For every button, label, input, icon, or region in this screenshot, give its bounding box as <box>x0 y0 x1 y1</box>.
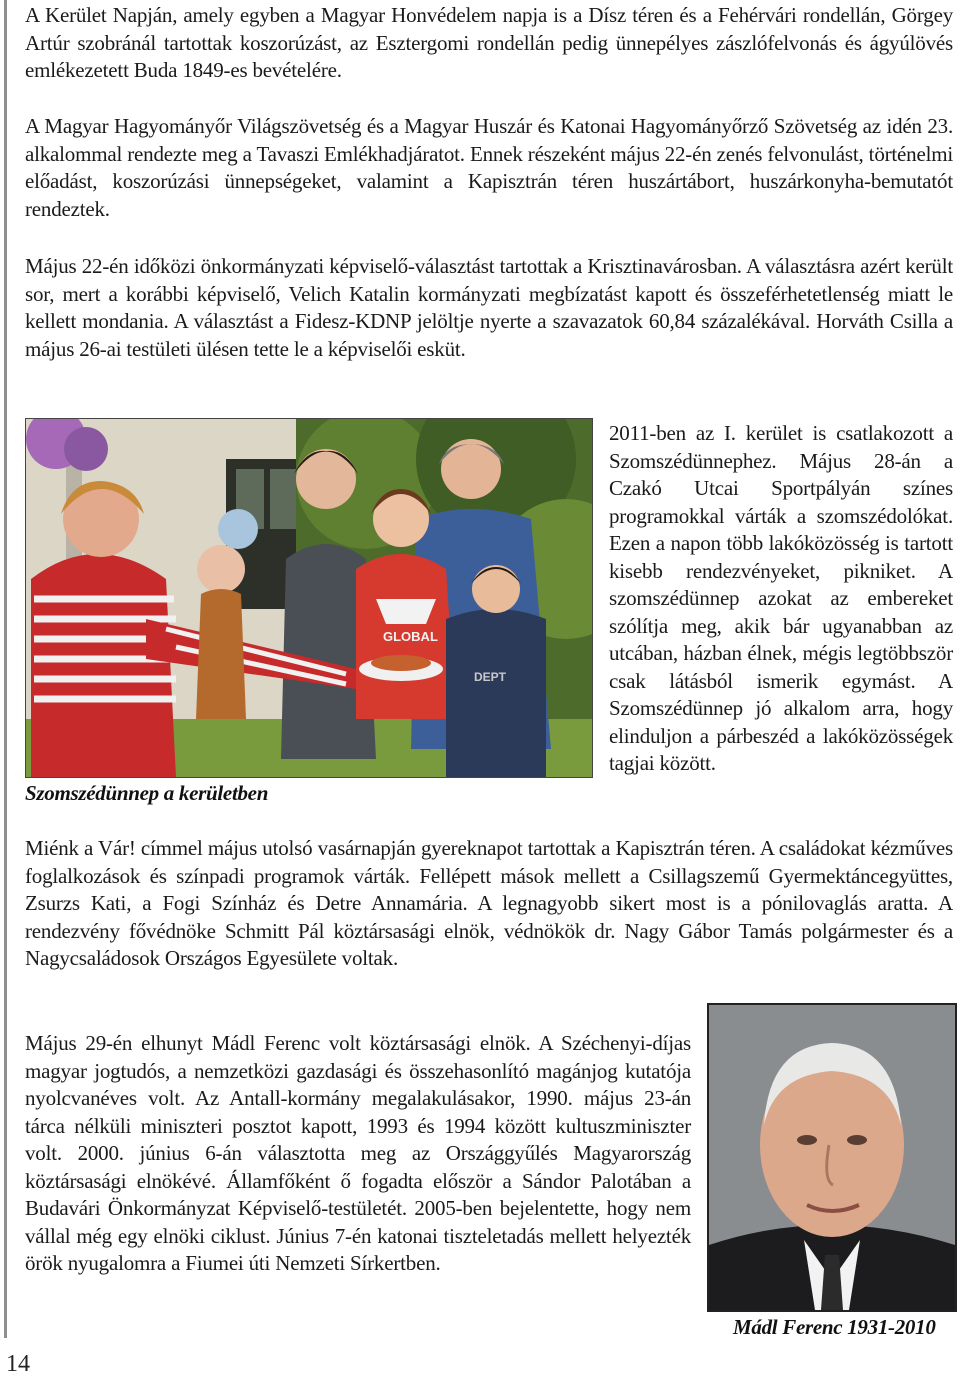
group-photo-illustration <box>26 419 592 777</box>
portrait-illustration <box>709 1005 955 1310</box>
paragraph-szomszedunnep: 2011-ben az I. kerület is csatlakozott a Szomszédünnephez. Május 28-án a Czakó Utcai Sportpályán színes programokkal várták a szomszédolókat. Ezen a napon több lakóközösség is tartott kisebb rendezvényeket, pikniket. A szomszédünnep azokat az embereket szólítja meg, akik bár ugyanabban az utcában, házban élnek, mégis legtöbbször csak látásból ismerik egymást. A Szomszédünnep jó alkalom arra, hogy elinduljon a párbeszéd a lakóközösségek tagjai között. <box>609 421 953 775</box>
portrait-caption: Mádl Ferenc 1931-2010 <box>733 1315 936 1339</box>
paragraph-valasztas: Május 22-én időközi önkormányzati képviselő-választást tartottak a Krisztinavárosban. A választásra azért került sor, mert a korábbi képviselő, Velich Katalin kormányzati megbízatást kapott és összeférhetetlenség miatt le kellett mondania. A választást a Fidesz-KDNP jelöltje nyerte a szavazatok 60,84 százalékával. Horváth Csilla a május 26-ai testületi ülésen tette le a képviselői esküt. <box>25 254 953 361</box>
page-number: 14 <box>6 1351 30 1377</box>
group-photo <box>25 418 593 778</box>
paragraph-emlekhadjarat: A Magyar Hagyományőr Világszövetség és a Magyar Huszár és Katonai Hagyományőrző Szövetség az idén 23. alkalommal rendezte meg a Tavaszi Emlékhadjáratot. Ennek részeként május 22-én zenés felvonulást, történelmi előadást, koszorúzási ünnepségeket, valamint a Kapisztrán téren huszártábort, huszárkonyha-bemutatót rendeztek. <box>25 114 953 221</box>
left-margin-rule <box>4 0 7 1338</box>
shirt-print-label: GLOBAL <box>383 629 438 644</box>
group-photo-caption: Szomszédünnep a kerületben <box>25 781 269 805</box>
portrait-photo <box>707 1003 957 1312</box>
shirt-print-label-2: DEPT <box>474 670 507 684</box>
paragraph-gyereknap: Miénk a Vár! címmel május utolsó vasárnapján gyereknapot tartottak a Kapisztrán téren. A családokat kézműves foglalkozások és színpadi programok várták. Fellépett mások mellett a Csillagszemű Gyermektáncegyüttes, Zsurzs Kati, a Fogi Színház és Detre Annamária. A legnagyobb sikert most is a pónilovaglás aratta. A rendezvény fővédnöke Schmitt Pál köztársasági elnök, védnökök dr. Nagy Gábor Tamás polgármester és a Nagycsaládosok Országos Egyesülete voltak. <box>25 836 953 970</box>
paragraph-kerulet-napja: A Kerület Napján, amely egyben a Magyar Honvédelem napja is a Dísz téren és a Fehérvári rondellán, Görgey Artúr szobránál tartottak koszorúzást, az Esztergomi rondellán pedig ünnepélyes zászlófelvonás és ágyúlövés emlékezetett Buda 1849-es bevételére. <box>25 3 953 82</box>
paragraph-madl-ferenc: Május 29-én elhunyt Mádl Ferenc volt köztársasági elnök. A Széchenyi-díjas magyar jogtudós, a nemzetközi gazdasági és összehasonlító magánjog kutatója nyolcvanéves volt. Az Antall-kormány megalakulásakor, 1990. május 23-án tárca nélküli miniszteri posztot kapott, 1993 és 1994 között kultuszminiszter volt. 2000. június 6-án választotta meg az Országgyűlés Magyarország köztársasági elnökévé. Államfőként ő fogadta először a Sándor Palotában a Budavári Önkormányzat Képviselő-testületét. 2005-ben bejelentette, hogy nem vállal még egy elnöki ciklust. Június 7-én katonai tiszteletadás mellett helyezték örök nyugalomra a Fiumei úti Nemzeti Sírkertben. <box>25 1031 691 1275</box>
